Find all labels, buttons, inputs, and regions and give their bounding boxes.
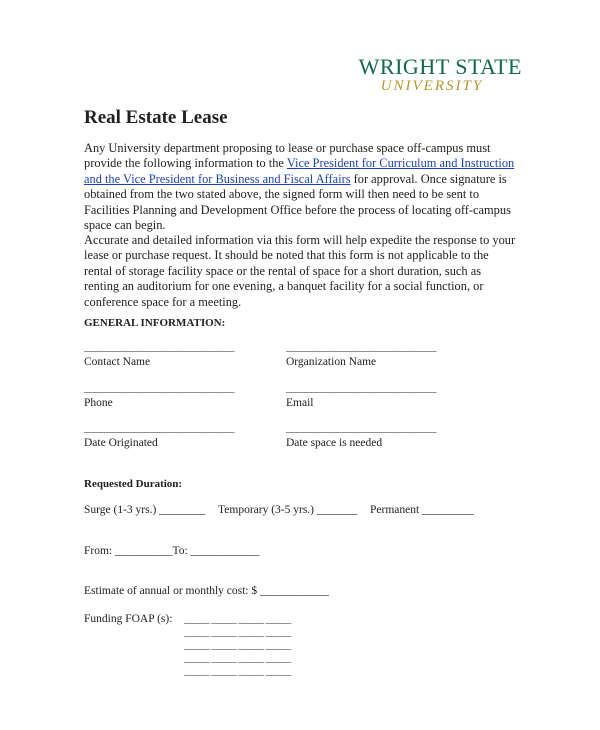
organization-name-blank[interactable]: ______________________________ xyxy=(286,341,436,353)
date-originated-label: Date Originated xyxy=(84,437,158,449)
logo-line-1: WRIGHT STATE xyxy=(358,54,522,79)
intro-text-start: Any University department proposing to lease or purchase space off-campus must provide the following information to the xyxy=(84,141,491,171)
estimate-cost-field[interactable]: Estimate of annual or monthly cost: $ ____________ xyxy=(84,585,329,597)
organization-name-label: Organization Name xyxy=(286,356,377,368)
intro-paragraph xyxy=(84,141,516,233)
email-label: Email xyxy=(286,397,314,409)
phone-blank[interactable]: ______________________________ xyxy=(84,382,234,394)
foap-line[interactable]: _____ _____ _____ _____ xyxy=(184,639,291,651)
phone-label: Phone xyxy=(84,397,113,409)
university-logo xyxy=(359,56,522,94)
vp-link[interactable]: Vice President for Curriculum and Instruction and the Vice President for Business and Fiscal Affairs xyxy=(84,156,515,186)
date-needed-label: Date space is needed xyxy=(286,437,383,449)
date-needed-blank[interactable]: ______________________________ xyxy=(286,422,436,434)
from-to-field[interactable]: From: __________To: ____________ xyxy=(84,545,260,557)
intro-text-end: for approval. Once signature is obtained from the two stated above, the signed form will then need to be sent to Facilities Planning and Development Office before the process of locating off-campus space can begin. xyxy=(84,171,511,233)
permanent-option[interactable]: Permanent _________ xyxy=(370,504,474,516)
page-title: Real Estate Lease xyxy=(84,107,228,128)
foap-line[interactable]: _____ _____ _____ _____ xyxy=(184,665,291,677)
temporary-option[interactable]: Temporary (3-5 yrs.) _______ xyxy=(218,504,358,516)
contact-name-blank[interactable]: ______________________________ xyxy=(84,341,234,353)
surge-option[interactable]: Surge (1-3 yrs.) ________ xyxy=(84,504,206,516)
funding-foap-label: Funding FOAP (s): xyxy=(84,613,173,625)
foap-line[interactable]: _____ _____ _____ _____ xyxy=(184,626,291,638)
logo-line-2: UNIVERSITY xyxy=(380,78,484,94)
foap-line[interactable]: _____ _____ _____ _____ xyxy=(184,652,291,664)
requested-duration-heading: Requested Duration: xyxy=(84,478,183,490)
duration-row xyxy=(84,504,474,516)
date-originated-blank[interactable]: ______________________________ xyxy=(84,422,234,434)
foap-line[interactable]: _____ _____ _____ _____ xyxy=(184,613,291,625)
email-blank[interactable]: ______________________________ xyxy=(286,382,436,394)
info-paragraph: Accurate and detailed information via this form will help expedite the response to your lease or purchase request. It should be noted that this form is not applicable to the rental of storage facility space or the rental of space for a short duration, such as renting an auditorium for one evening, a banquet facility for a social function, or conference space for a meeting. xyxy=(84,233,516,309)
general-info-heading: GENERAL INFORMATION: xyxy=(84,317,226,329)
contact-name-label: Contact Name xyxy=(84,356,151,368)
